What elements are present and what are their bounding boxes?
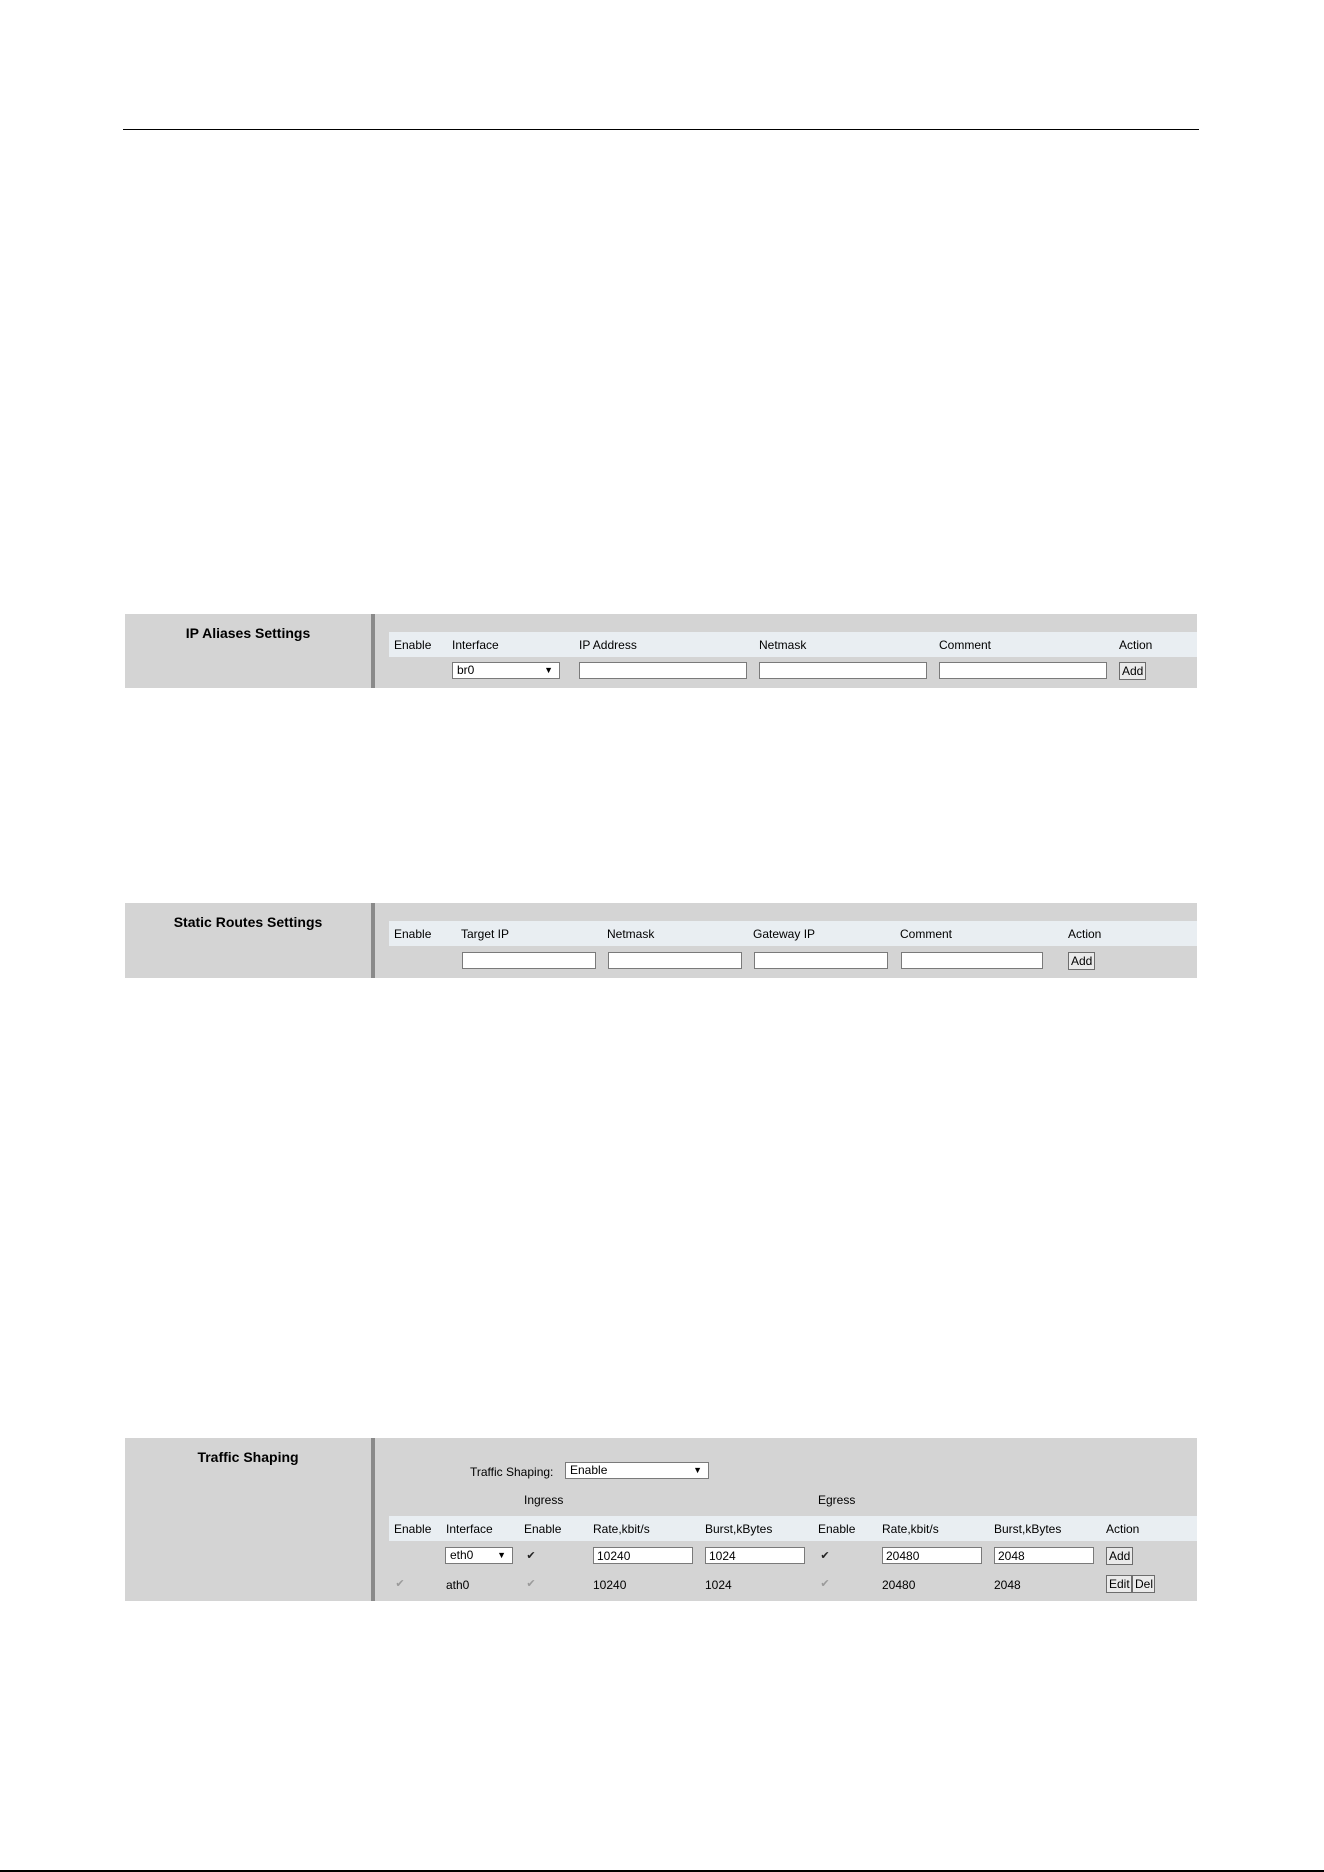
ip-aliases-title: IP Aliases Settings [185,625,311,641]
static-routes-title: Static Routes Settings [173,914,323,930]
ip-aliases-header-row [389,632,1197,657]
gateway-ip-input[interactable] [754,952,888,969]
ip-address-input[interactable] [579,662,747,679]
col-gateway-ip: Gateway IP [753,927,816,941]
ingress-burst-input[interactable] [705,1547,805,1564]
traffic-shaping-header-row [389,1516,1197,1541]
col-action: Action [1119,638,1153,652]
col-egress-burst: Burst,kBytes [994,1522,1062,1536]
col-comment: Comment [939,638,992,652]
col-enable: Enable [394,638,432,652]
interface-select[interactable] [445,1547,513,1564]
col-netmask: Netmask [759,638,807,652]
ingress-group-label: Ingress [524,1493,564,1507]
col-enable: Enable [394,927,432,941]
ip-aliases-content [375,614,1197,688]
traffic-shaping-content [375,1438,1197,1601]
row-egress-rate: 20480 [882,1578,916,1592]
interface-select-value: eth0 [450,1548,474,1562]
netmask-input[interactable] [608,952,742,969]
chevron-down-icon: ▼ [544,665,553,675]
col-netmask: Netmask [607,927,655,941]
col-ip-address: IP Address [579,638,637,652]
comment-input[interactable] [939,662,1107,679]
traffic-shaping-mode-select[interactable] [565,1462,709,1479]
row-ingress-enable-checkbox: ✔ [526,1578,536,1590]
add-button[interactable]: Add [1106,1547,1133,1565]
edit-button[interactable]: Edit [1106,1575,1132,1593]
chevron-down-icon: ▼ [497,1550,506,1560]
add-button[interactable]: Add [1119,662,1146,680]
col-action: Action [1068,927,1102,941]
row-enable-checkbox: ✔ [395,1578,405,1590]
static-routes-panel [125,903,1197,978]
traffic-shaping-mode-value: Enable [570,1463,608,1477]
delete-button[interactable]: Del [1132,1575,1155,1593]
static-routes-header-row [389,921,1197,946]
chevron-down-icon: ▼ [693,1465,702,1475]
egress-group-label: Egress [818,1493,856,1507]
col-comment: Comment [900,927,953,941]
col-interface: Interface [446,1522,493,1536]
col-egress-rate: Rate,kbit/s [882,1522,939,1536]
egress-enable-checkbox[interactable]: ✔ [820,1550,830,1562]
top-rule [123,129,1199,130]
row-egress-burst: 2048 [994,1578,1021,1592]
traffic-shaping-panel [125,1438,1197,1601]
netmask-input[interactable] [759,662,927,679]
row-ingress-burst: 1024 [705,1578,732,1592]
ip-aliases-panel [125,614,1197,688]
col-interface: Interface [452,638,499,652]
comment-input[interactable] [901,952,1043,969]
add-button[interactable]: Add [1068,952,1095,970]
col-egress-enable: Enable [818,1522,856,1536]
ingress-enable-checkbox[interactable]: ✔ [526,1550,536,1562]
ingress-rate-input[interactable] [593,1547,693,1564]
col-target-ip: Target IP [461,927,510,941]
interface-select-value: br0 [457,663,475,677]
row-interface: ath0 [446,1578,470,1592]
col-ingress-enable: Enable [524,1522,562,1536]
egress-burst-input[interactable] [994,1547,1094,1564]
col-ingress-rate: Rate,kbit/s [593,1522,650,1536]
row-ingress-rate: 10240 [593,1578,627,1592]
traffic-shaping-mode-label: Traffic Shaping: [470,1465,554,1479]
interface-select[interactable] [452,662,560,679]
target-ip-input[interactable] [462,952,596,969]
traffic-shaping-title: Traffic Shaping [197,1449,299,1465]
col-ingress-burst: Burst,kBytes [705,1522,773,1536]
col-action: Action [1106,1522,1140,1536]
egress-rate-input[interactable] [882,1547,982,1564]
static-routes-content [375,903,1197,978]
col-enable: Enable [394,1522,432,1536]
row-egress-enable-checkbox: ✔ [820,1578,830,1590]
